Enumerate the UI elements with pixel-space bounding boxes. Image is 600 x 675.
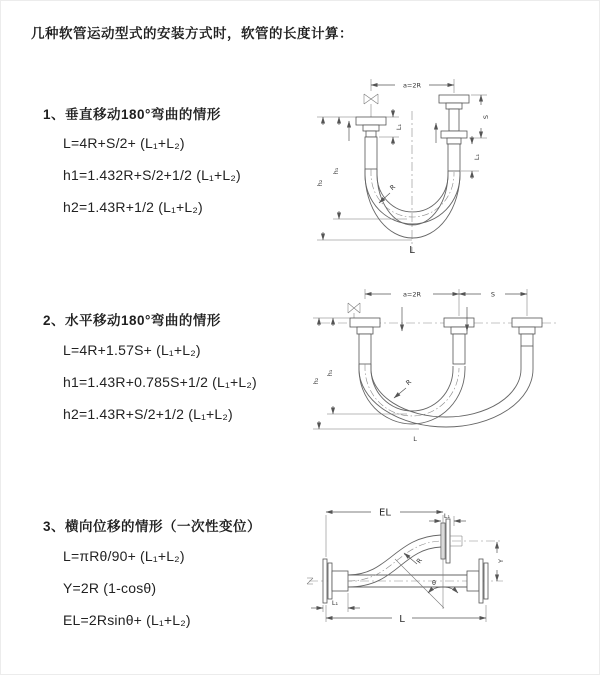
section-2-formula-L: L=4R+1.57S+ (L₁+L₂) [63, 342, 201, 358]
section-1-heading: 1、垂直移动180°弯曲的情形 [43, 107, 221, 122]
dim-label-l1-right: L₁ [473, 153, 481, 161]
fitting-1 [350, 318, 380, 364]
dim-label-h1: h₁ [326, 369, 334, 377]
dim-label-l1-left: L₁ [395, 123, 403, 131]
dim-label-h1: h₁ [332, 167, 340, 175]
diagram-lateral-displacement [297, 501, 600, 639]
valve-icon [364, 94, 378, 117]
section-1-formula-h2: h2=1.43R+1/2 (L₁+L₂) [63, 199, 203, 215]
theta-label: θ [432, 579, 436, 587]
dim-label-l1-top: L₁ [443, 512, 451, 520]
dim-label-l1-bottom: L₁ [331, 599, 339, 607]
hose-curved-position [348, 535, 441, 587]
dim-l1-right [461, 136, 481, 179]
dim-label-a2r: a=2R [402, 81, 422, 90]
fitting-2 [444, 318, 474, 364]
dim-a2r [371, 79, 454, 93]
dim-label-a2r: a=2R [402, 290, 422, 299]
diagram-vertical-180-bend [309, 71, 600, 263]
section-1-formula-h1: h1=1.432R+S/2+1/2 (L₁+L₂) [63, 167, 241, 183]
dim-label-s: S [482, 114, 490, 120]
section-3-heading: 3、横向位移的情形（一次性变位） [43, 519, 262, 534]
section-3-formula-L: L=πRθ/90+ (L₁+L₂) [63, 548, 185, 564]
radius-label: R [414, 556, 424, 566]
section-2-formula-h1: h1=1.43R+0.785S+1/2 (L₁+L₂) [63, 374, 257, 390]
fitting-3 [512, 318, 542, 346]
left-fitting [356, 117, 386, 169]
dim-label-h2: h₂ [316, 179, 324, 187]
section-3-formula-EL: EL=2Rsinθ+ (L₁+L₂) [63, 612, 191, 628]
valve-icon [348, 303, 360, 318]
dim-label-el: EL [379, 507, 391, 519]
left-flange [323, 559, 348, 603]
dim-a2r [365, 289, 459, 316]
section-2-heading: 2、水平移动180°弯曲的情形 [43, 313, 221, 328]
dim-s [469, 95, 490, 138]
section-1-formula-L: L=4R+S/2+ (L₁+L₂) [63, 135, 185, 151]
dim-label-s: S [490, 290, 496, 299]
section-3-formula-Y: Y=2R (1-cosθ) [63, 580, 157, 596]
hose-curves [365, 169, 460, 238]
dim-l1-left [379, 109, 403, 145]
dim-label-h2: h₂ [312, 377, 320, 385]
length-label: L [413, 435, 417, 443]
diagram-horizontal-180-bend [307, 281, 600, 455]
dim-y [497, 542, 505, 581]
radius-label: R [388, 182, 398, 192]
right-fitting [439, 95, 469, 171]
hose-curves [359, 346, 533, 427]
dim-label-y: Y [497, 559, 505, 563]
dim-l1-bottom [311, 593, 360, 612]
length-label: L [399, 614, 405, 625]
length-label: L [409, 245, 415, 256]
page-title: 几种软管运动型式的安装方式时，软管的长度计算： [31, 26, 353, 41]
radius-label: R [404, 377, 414, 387]
dim-s [459, 289, 527, 316]
radius-callout [394, 378, 413, 398]
radius-callout [404, 553, 424, 565]
section-2-formula-h2: h2=1.43R+S/2+1/2 (L₁+L₂) [63, 406, 233, 422]
